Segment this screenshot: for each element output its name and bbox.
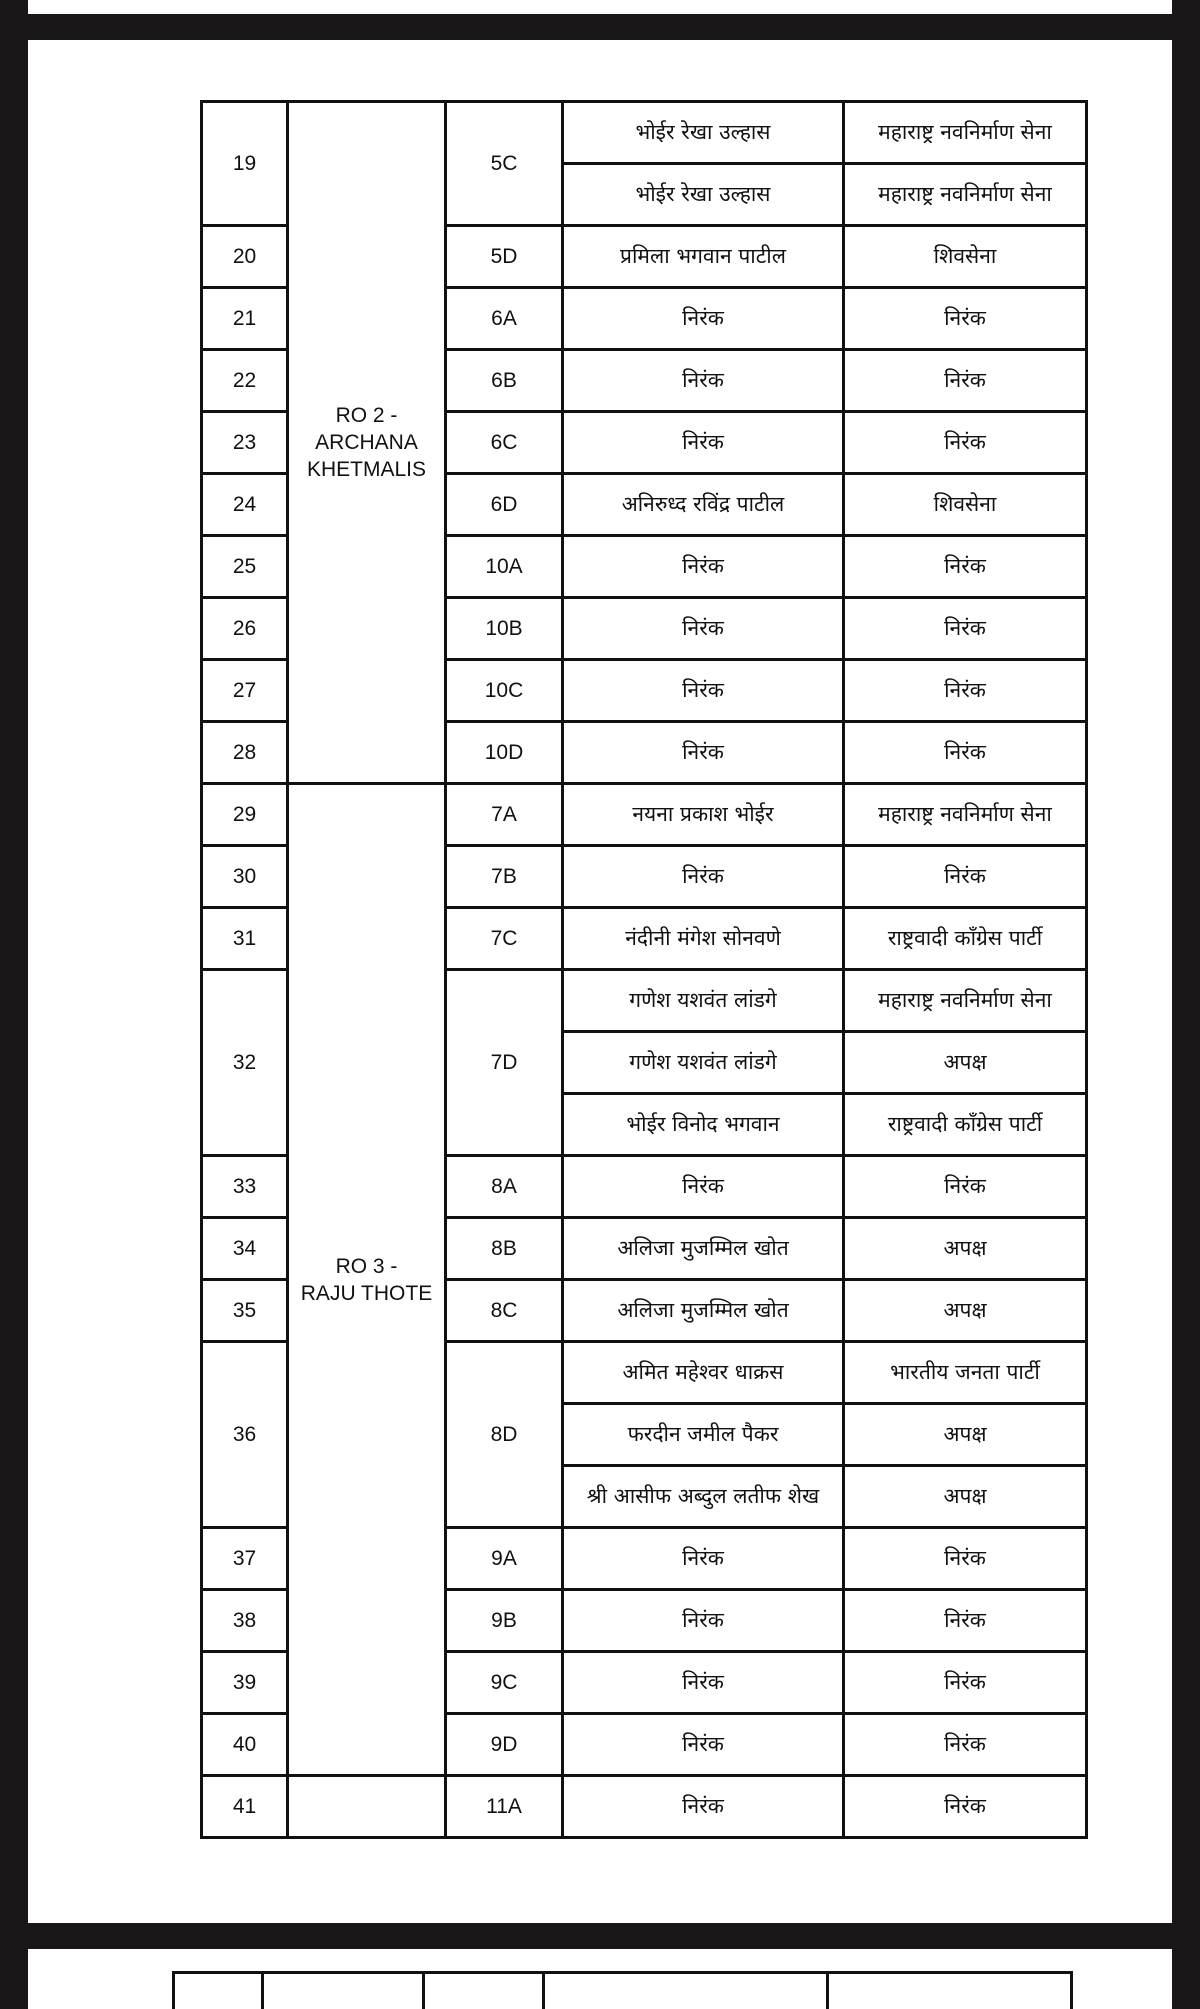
party-cell: निरंक [844,536,1087,598]
party-cell: निरंक [844,1652,1087,1714]
column-rule [261,1974,264,2009]
serial-cell: 37 [202,1528,288,1590]
candidate-name-cell: नंदीनी मंगेश सोनवणे [563,908,844,970]
column-rule [1070,1974,1073,2009]
serial-cell: 29 [202,784,288,846]
ro-officer-cell [288,102,446,784]
column-rule [826,1974,829,2009]
ward-cell: 7A [446,784,563,846]
party-cell: राष्ट्रवादी कॉंग्रेस पार्टी [844,1094,1087,1156]
candidate-name-cell: फरदीन जमील पैकर [563,1404,844,1466]
ward-cell: 5D [446,226,563,288]
candidate-name-cell: निरंक [563,846,844,908]
candidate-results-table [200,100,1088,1839]
ro-officer-cell [288,784,446,1776]
serial-cell: 30 [202,846,288,908]
serial-cell: 36 [202,1342,288,1528]
party-cell: निरंक [844,288,1087,350]
party-cell: निरंक [844,412,1087,474]
candidate-name-cell: निरंक [563,598,844,660]
serial-cell: 35 [202,1280,288,1342]
ward-cell: 6B [446,350,563,412]
party-cell: अपक्ष [844,1466,1087,1528]
column-rule [542,1974,545,2009]
ward-cell: 8A [446,1156,563,1218]
ro-label-line: KHETMALIS [306,458,427,481]
party-cell: महाराष्ट्र नवनिर्माण सेना [844,784,1087,846]
ward-cell: 7D [446,970,563,1156]
ward-cell: 10C [446,660,563,722]
candidate-name-cell: निरंक [563,1528,844,1590]
ward-cell: 8B [446,1218,563,1280]
candidate-name-cell: अलिजा मुजम्मिल खोत [563,1280,844,1342]
next-page-edge [28,1949,1172,2009]
candidate-name-cell: निरंक [563,1590,844,1652]
serial-cell: 19 [202,102,288,226]
serial-cell: 33 [202,1156,288,1218]
party-cell: निरंक [844,1528,1087,1590]
candidate-name-cell: निरंक [563,660,844,722]
ro-officer-cell [288,1776,446,1838]
candidate-name-cell: निरंक [563,350,844,412]
party-cell: अपक्ष [844,1218,1087,1280]
ro-label-line: RAJU THOTE [300,1281,433,1305]
candidate-name-cell: निरंक [563,1776,844,1838]
candidate-name-cell: निरंक [563,536,844,598]
party-cell: निरंक [844,660,1087,722]
serial-cell: 39 [202,1652,288,1714]
party-cell: निरंक [844,350,1087,412]
table-row [202,784,1087,846]
ward-cell: 9C [446,1652,563,1714]
serial-cell: 24 [202,474,288,536]
party-cell: अपक्ष [844,1404,1087,1466]
table-row [202,102,1087,164]
previous-page-edge [28,0,1172,14]
ro-label-line: RO 3 - [335,1254,398,1278]
serial-cell: 22 [202,350,288,412]
party-cell: निरंक [844,1156,1087,1218]
ward-cell: 6C [446,412,563,474]
ward-cell: 9B [446,1590,563,1652]
serial-cell: 41 [202,1776,288,1838]
ward-cell: 10A [446,536,563,598]
serial-cell: 27 [202,660,288,722]
party-cell: निरंक [844,722,1087,784]
document-page [28,40,1172,1923]
serial-cell: 38 [202,1590,288,1652]
candidate-name-cell: भोईर रेखा उल्हास [563,102,844,164]
candidate-name-cell: प्रमिला भगवान पाटील [563,226,844,288]
ro-label-line: ARCHANA [315,431,418,454]
candidate-name-cell: निरंक [563,412,844,474]
ward-cell: 7C [446,908,563,970]
serial-cell: 28 [202,722,288,784]
candidate-name-cell: भोईर रेखा उल्हास [563,164,844,226]
party-cell: महाराष्ट्र नवनिर्माण सेना [844,970,1087,1032]
candidate-name-cell: निरंक [563,288,844,350]
ro-label-line: RO 2 - [335,404,398,427]
candidate-name-cell: नयना प्रकाश भोईर [563,784,844,846]
candidate-name-cell: भोईर विनोद भगवान [563,1094,844,1156]
serial-cell: 40 [202,1714,288,1776]
candidate-name-cell: निरंक [563,1652,844,1714]
candidate-name-cell: निरंक [563,1156,844,1218]
serial-cell: 34 [202,1218,288,1280]
serial-cell: 26 [202,598,288,660]
ward-cell: 5C [446,102,563,226]
candidate-name-cell: निरंक [563,1714,844,1776]
party-cell: निरंक [844,1590,1087,1652]
serial-cell: 25 [202,536,288,598]
party-cell: निरंक [844,1714,1087,1776]
party-cell: महाराष्ट्र नवनिर्माण सेना [844,164,1087,226]
candidate-name-cell: अमित महेश्वर धाक्रस [563,1342,844,1404]
ward-cell: 8C [446,1280,563,1342]
ward-cell: 7B [446,846,563,908]
serial-cell: 23 [202,412,288,474]
ward-cell: 11A [446,1776,563,1838]
candidate-name-cell: श्री आसीफ अब्दुल लतीफ शेख [563,1466,844,1528]
candidate-name-cell: अनिरुध्द रविंद्र पाटील [563,474,844,536]
party-cell: महाराष्ट्र नवनिर्माण सेना [844,102,1087,164]
party-cell: भारतीय जनता पार्टी [844,1342,1087,1404]
candidate-name-cell: गणेश यशवंत लांडगे [563,1032,844,1094]
party-cell: निरंक [844,1776,1087,1838]
ward-cell: 9D [446,1714,563,1776]
ward-cell: 9A [446,1528,563,1590]
party-cell: अपक्ष [844,1032,1087,1094]
ward-cell: 6A [446,288,563,350]
serial-cell: 21 [202,288,288,350]
candidate-name-cell: अलिजा मुजम्मिल खोत [563,1218,844,1280]
serial-cell: 31 [202,908,288,970]
party-cell: निरंक [844,598,1087,660]
party-cell: शिवसेना [844,474,1087,536]
serial-cell: 20 [202,226,288,288]
serial-cell: 32 [202,970,288,1156]
candidate-name-cell: गणेश यशवंत लांडगे [563,970,844,1032]
party-cell: राष्ट्रवादी कॉंग्रेस पार्टी [844,908,1087,970]
ward-cell: 10D [446,722,563,784]
party-cell: शिवसेना [844,226,1087,288]
ward-cell: 10B [446,598,563,660]
table-row [202,1776,1087,1838]
candidate-name-cell: निरंक [563,722,844,784]
party-cell: अपक्ष [844,1280,1087,1342]
ward-cell: 8D [446,1342,563,1528]
column-rule [422,1974,425,2009]
next-page-table-edge [172,1971,1073,2009]
party-cell: निरंक [844,846,1087,908]
ward-cell: 6D [446,474,563,536]
